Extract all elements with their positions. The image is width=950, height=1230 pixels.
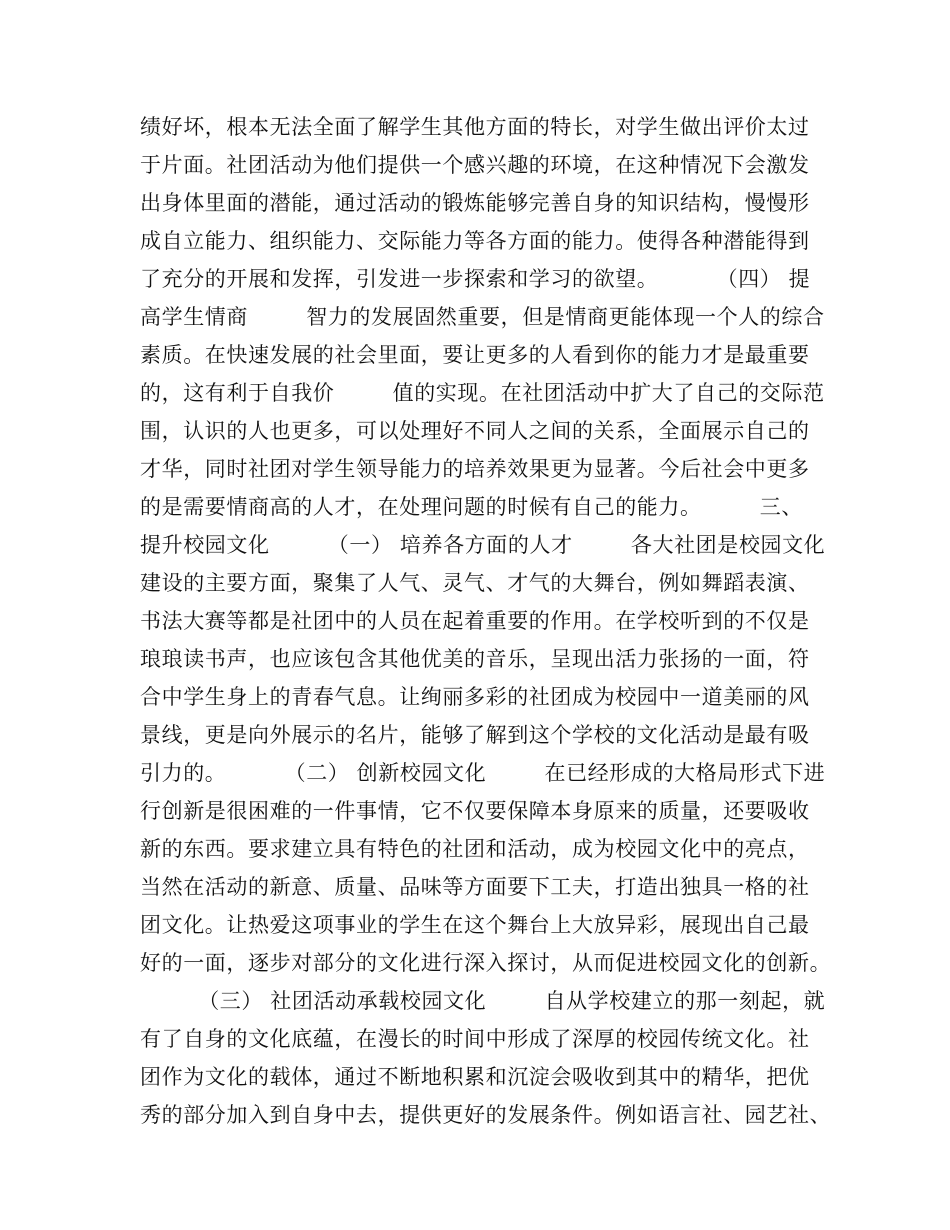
- text-line: （三） 社团活动承载校园文化 自从学校建立的那一刻起，就: [140, 989, 826, 1013]
- text-line: 了充分的开展和发挥，引发进一步探索和学习的欲望。 （四） 提: [140, 267, 811, 291]
- text-line: 秀的部分加入到自身中去，提供更好的发展条件。例如语言社、园艺社、: [140, 1103, 832, 1127]
- text-line: 绩好坏，根本无法全面了解学生其他方面的特长，对学生做出评价太过: [140, 115, 810, 139]
- text-line: 景线，更是向外展示的名片，能够了解到这个学校的文化活动是最有吸: [140, 723, 810, 747]
- text-line: 团作为文化的载体，通过不断地积累和沉淀会吸收到其中的精华，把优: [140, 1065, 810, 1089]
- text-line: 团文化。让热爱这项事业的学生在这个舞台上大放异彩，展现出自己最: [140, 913, 810, 937]
- text-line: 引力的。 （二） 创新校园文化 在已经形成的大格局形式下进: [140, 761, 826, 785]
- text-line: 新的东西。要求建立具有特色的社团和活动，成为校园文化中的亮点，: [140, 837, 810, 861]
- text-line: 的是需要情商高的人才，在处理问题的时候有自己的能力。 三、: [140, 495, 803, 519]
- text-line: 于片面。社团活动为他们提供一个感兴趣的环境，在这种情况下会激发: [140, 153, 810, 177]
- text-line: 提升校园文化 （一） 培养各方面的人才 各大社团是校园文化: [140, 533, 826, 557]
- text-line: 好的一面，逐步对部分的文化进行深入探讨，从而促进校园文化的创新。: [140, 951, 832, 975]
- text-line: 书法大赛等都是社团中的人员在起着重要的作用。在学校听到的不仅是: [140, 609, 810, 633]
- text-line: 出身体里面的潜能，通过活动的锻炼能够完善自身的知识结构，慢慢形: [140, 191, 810, 215]
- text-line: 建设的主要方面，聚集了人气、灵气、才气的大舞台，例如舞蹈表演、: [140, 571, 810, 595]
- text-line: 当然在活动的新意、质量、品味等方面要下工夫，打造出独具一格的社: [140, 875, 810, 899]
- text-line: 的，这有利于自我价 值的实现。在社团活动中扩大了自己的交际范: [140, 381, 825, 405]
- text-line: 才华，同时社团对学生领导能力的培养效果更为显著。今后社会中更多: [140, 457, 810, 481]
- text-line: 高学生情商 智力的发展固然重要，但是情商更能体现一个人的综合: [140, 305, 825, 329]
- text-line: 琅琅读书声，也应该包含其他优美的音乐，呈现出活力张扬的一面，符: [140, 647, 810, 671]
- text-line: 合中学生身上的青春气息。让绚丽多彩的社团成为校园中一道美丽的风: [140, 685, 810, 709]
- body-text: [140, 108, 830, 1134]
- text-line: 有了自身的文化底蕴，在漫长的时间中形成了深厚的校园传统文化。社: [140, 1027, 810, 1051]
- text-line: 行创新是很困难的一件事情，它不仅要保障本身原来的质量，还要吸收: [140, 799, 810, 823]
- text-line: 围，认识的人也更多，可以处理好不同人之间的关系，全面展示自己的: [140, 419, 810, 443]
- text-line: 成自立能力、组织能力、交际能力等各方面的能力。使得各种潜能得到: [140, 229, 810, 253]
- text-line: 素质。在快速发展的社会里面，要让更多的人看到你的能力才是最重要: [140, 343, 810, 367]
